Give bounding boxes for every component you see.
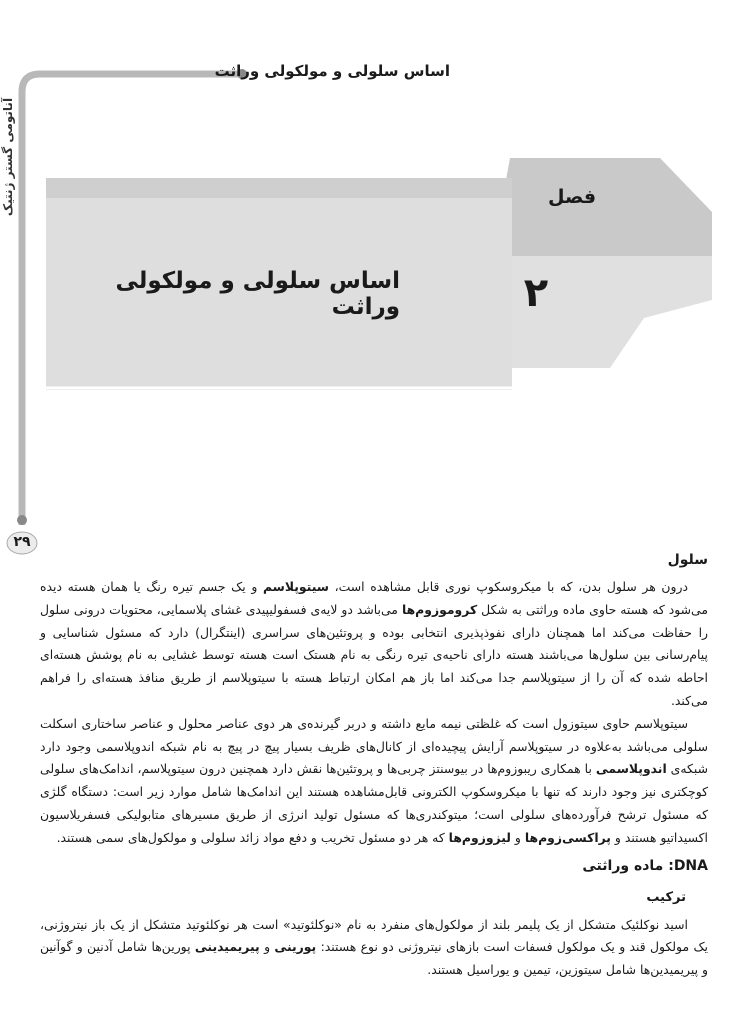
running-head: اساس سلولی و مولکولی وراثت bbox=[214, 62, 450, 80]
chapter-title: اساس سلولی و مولکولی وراثت bbox=[115, 268, 400, 320]
section-heading-cell: سلول bbox=[667, 552, 708, 568]
chapter-number: ۲ bbox=[523, 270, 549, 316]
body-text bbox=[40, 544, 708, 982]
frame-line-bottom-dot bbox=[17, 515, 27, 525]
side-label: آناتومی گستر ژنتیک bbox=[1, 97, 15, 217]
page-number: ۲۹ bbox=[13, 534, 31, 550]
paragraph-cell: درون هر سلول بدن، که با میکروسکوپ نوری قابل مشاهده است، سیتوپلاسم و یک جسم تیره رنگ یا همان هسته دیده می‌شود که هسته حاوی ماده وراثتی به شکل کروموزوم‌ها می‌باشد دو لایه‌ی فسفولیپیدی غشای پلاسمایی، محتویات درونی سلول را حفاظت می‌کند اما همچنان دارای نفوذپذیری انتخابی بوده و پروتئین‌های سراسری (اینتگرال) دارد که مسئول شناسایی و پیام‌رسانی بین سلول‌ها می‌باشند هسته دارای ناحیه‌ی تیره رنگی به نام هستک است هسته توسط غشایی به نام پوشش هسته‌ای احاطه شده که آن را از سیتوپلاسم جدا می‌کند اما باز هم امکان ارتباط هسته با سیتوپلاسم از طریق منافذ هسته‌ای را فراهم می‌کند. bbox=[40, 579, 709, 708]
section-heading-dna: DNA: ماده وراثتی bbox=[582, 857, 708, 874]
paragraph-nucleotide: اسید نوکلئیک متشکل از یک پلیمر بلند از مولکول‌های منفرد به نام «نوکلئوتید» است هر نوکلئوتید متشکل از یک باز نیتروژنی، یک مولکول قند و یک مولکول فسفات است بازهای نیتروژنی دو نوع هستند: پورینی و پیریمیدینی پورین‌ها شامل آدنین و گوآنین و پیریمیدین‌ها شامل سیتوزین، تیمین و یوراسیل هستند. bbox=[40, 916, 708, 978]
subsection-heading-structure: ترکیب bbox=[646, 889, 686, 905]
chapter-label: فصل bbox=[548, 186, 597, 208]
paragraph-cytoplasm: سیتوپلاسم حاوی سیتوزول است که غلظتی نیمه مایع داشته و دربر گیرنده‌ی هر دوی عناصر محلول و عناصر ساختاری اسکلت سلولی می‌باشد به‌علاوه در سیتوپلاسم آرایش پیچیده‌ای از کانال‌های ظریف بسیار پیچ در پیچ به نام شبکه اندوپلاسمی وجود دارد شبکه‌ی اندوپلاسمی با همکاری ریبوزوم‌ها در بیوسنتز چربی‌ها و پروتئین‌ها نقش دارد همچنین درون سیتوپلاسم، اندامک‌های سلولی کوچکتری نیز وجود دارند که تنها با میکروسکوپ الکترونی قابل‌مشاهده هستند این اندامک‌ها شامل موارد زیر است: دستگاه گلژی که مسئول ترشح فرآورده‌های سلولی است؛ میتوکندری‌ها که مسئول تولید انرژی از طریق مسیرهای متابولیکی فسفریلاسیون اکسیداتیو هستند و پراکسی‌زوم‌ها و لیزوزوم‌ها که هر دو مسئول تخریب و دفع مواد زائد سلولی و مولکول‌های سمی هستند. bbox=[40, 715, 708, 845]
